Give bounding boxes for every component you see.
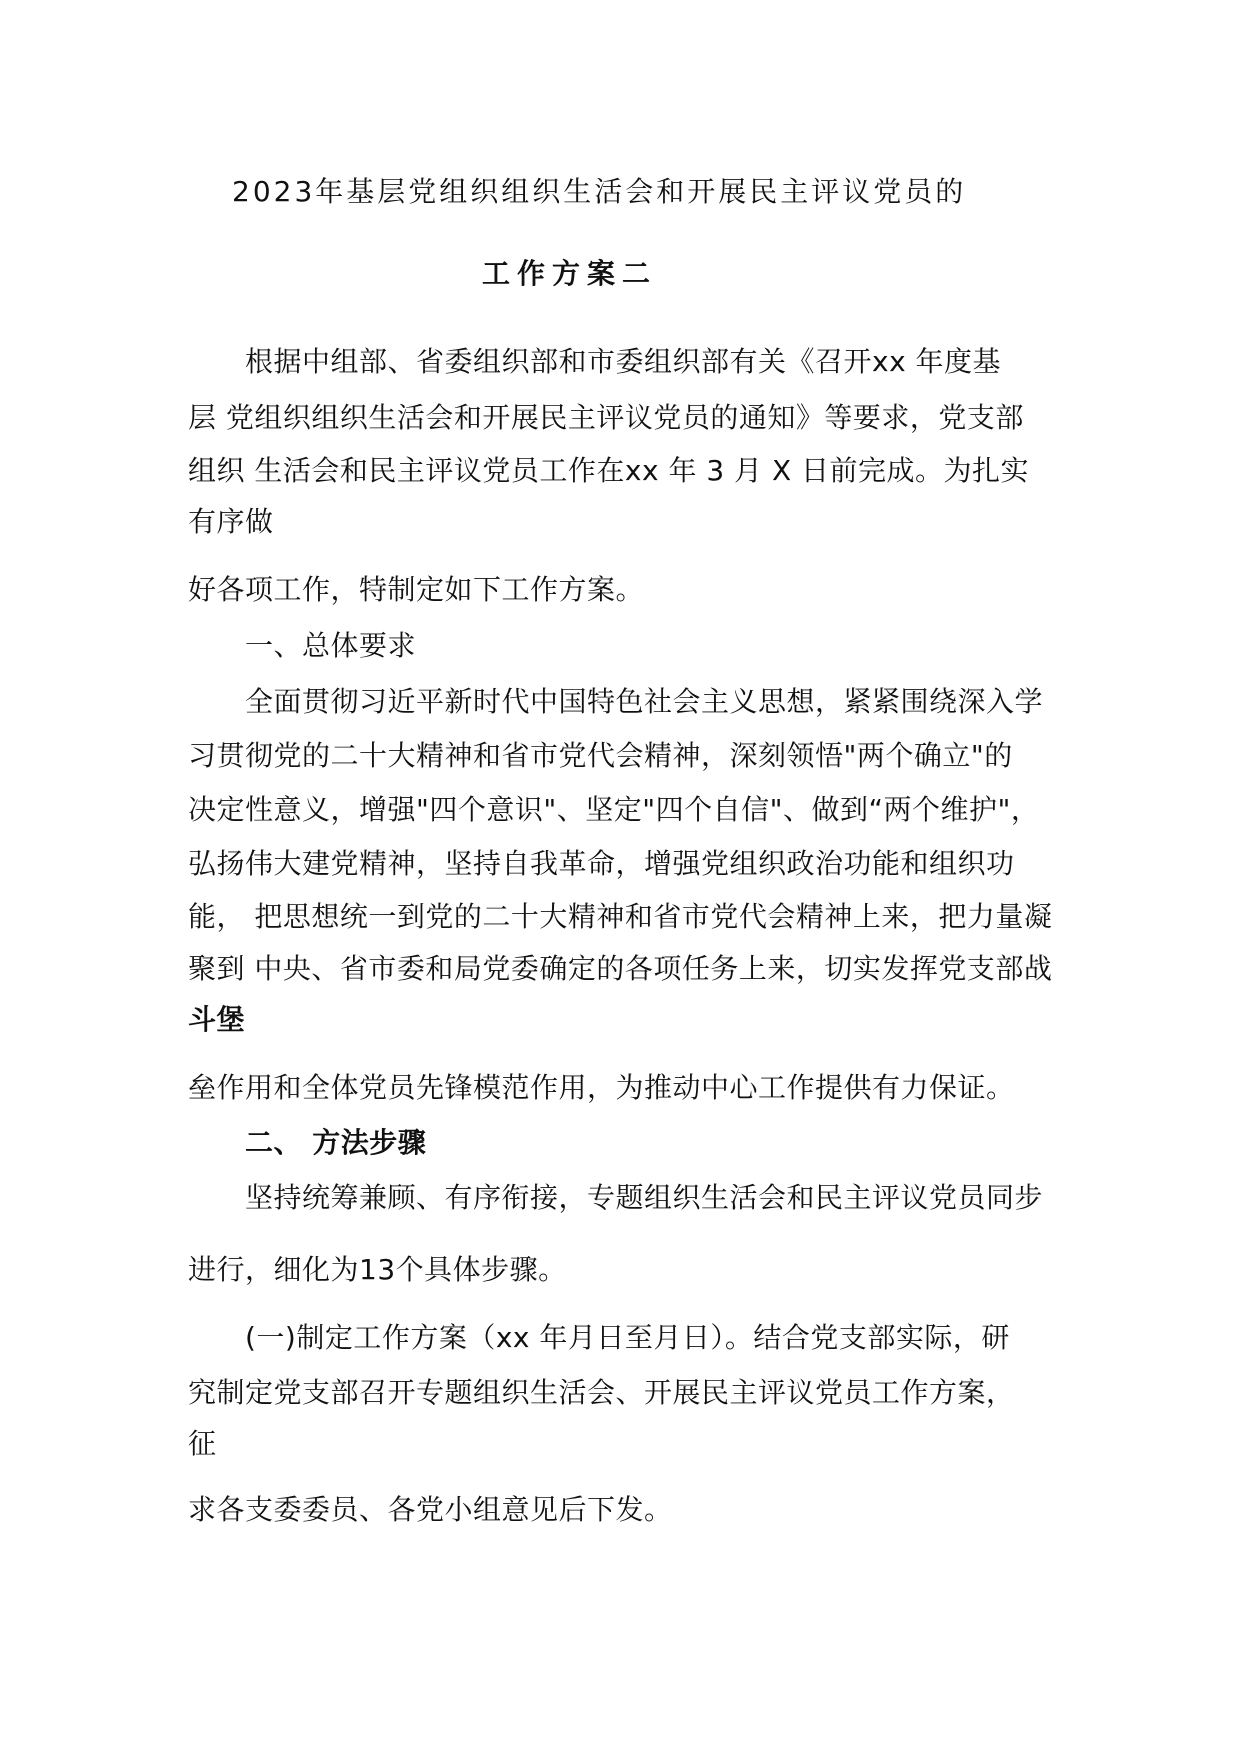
section-heading-2: 二、 方法步骤 [245,1126,427,1159]
paragraph-line: 征 [188,1427,217,1460]
paragraph-line: 究制定党支部召开专题组织生活会、开展民主评议党员工作方案， [188,1376,1015,1409]
paragraph-line: 有序做 [188,505,274,538]
paragraph-line: 全面贯彻习近平新时代中国特色社会主义思想，紧紧围绕深入学 [245,685,1044,718]
step-heading-1: (一)制定工作方案（xx 年月日至月日）。结合党支部实际，研 [245,1321,1010,1354]
document-title-line-1: 2023年基层党组织组织生活会和开展民主评议党员的 [232,175,967,208]
paragraph-line: 求各支委委员、各党小组意见后下发。 [188,1493,673,1526]
paragraph-line: 根据中组部、省委组织部和市委组织部有关《召开xx 年度基 [245,345,1002,378]
paragraph-line: 好各项工作，特制定如下工作方案。 [188,573,645,606]
paragraph-line: 层 党组织组织生活会和开展民主评议党员的通知》等要求，党支部 [188,401,1024,434]
paragraph-line: 决定性意义，增强"四个意识"、坚定"四个自信"、做到“两个维护"， [188,793,1040,826]
paragraph-line: 习贯彻党的二十大精神和省市党代会精神，深刻领悟"两个确立"的 [188,739,1013,772]
paragraph-line: 垒作用和全体党员先锋模范作用，为推动中心工作提供有力保证。 [188,1071,1015,1104]
paragraph-line: 组织 生活会和民主评议党员工作在xx 年 3 月 X 日前完成。为扎实 [188,454,1030,487]
paragraph-line: 聚到 中央、省市委和局党委确定的各项任务上来，切实发挥党支部战 [188,952,1053,985]
section-heading-1: 一、总体要求 [245,629,417,662]
paragraph-line: 斗堡 [188,1003,246,1036]
paragraph-line: 进行，细化为13个具体步骤。 [188,1253,567,1286]
paragraph-line: 弘扬伟大建党精神，坚持自我革命，增强党组织政治功能和组织功 [188,847,1015,880]
document-title-line-2: 工作方案二 [482,257,658,290]
paragraph-line: 能， 把思想统一到党的二十大精神和省市党代会精神上来，把力量凝 [188,900,1053,933]
paragraph-line: 坚持统筹兼顾、有序衔接，专题组织生活会和民主评议党员同步 [245,1181,1044,1214]
